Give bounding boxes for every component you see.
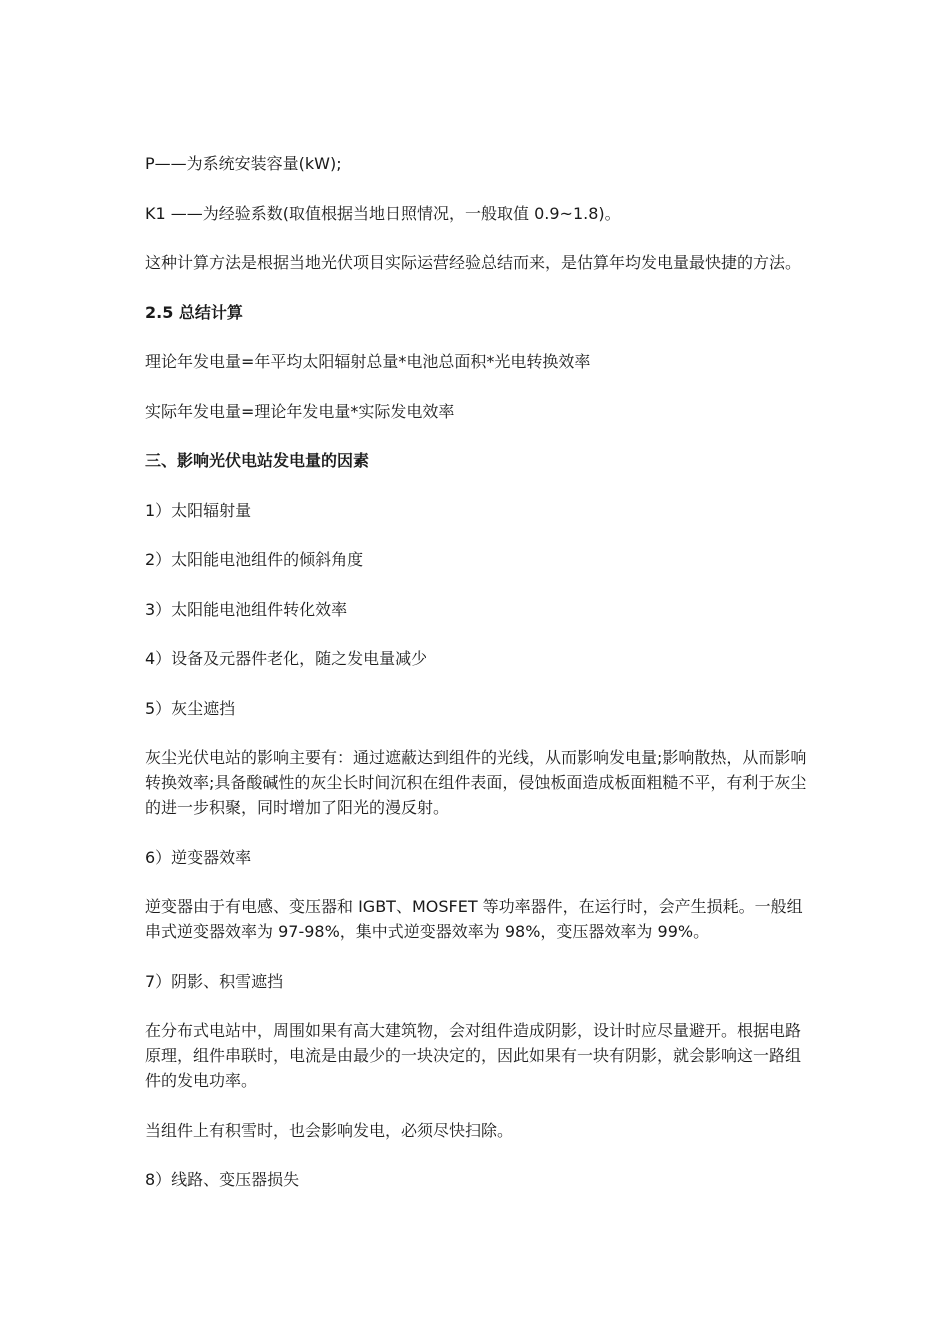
factor-6: 6）逆变器效率 [145,847,252,867]
p-definition: P——为系统安装容量(kW); [145,154,342,173]
method-note: 这种计算方法是根据当地光伏项目实际运营经验总结而来，是估算年均发电量最快捷的方法。 [145,253,802,272]
actual-formula: 实际年发电量=理论年发电量*实际发电效率 [145,401,455,421]
factor-2: 2）太阳能电池组件的倾斜角度 [145,550,364,569]
factor-7: 7）阴影、积雪遮挡 [145,971,284,991]
factor-4: 4）设备及元器件老化，随之发电量减少 [145,649,428,668]
section-heading-3: 三、影响光伏电站发电量的因素 [145,451,370,470]
dust-detail: 灰尘光伏电站的影响主要有：通过遮蔽达到组件的光线，从而影响发电量;影响散热，从而影响转换效率;具备酸碱性的灰尘长时间沉积在组件表面，侵蚀板面造成板面粗糙不平，有利于灰尘的进一步积聚，同时增加了阳光的漫反射。 [145,748,807,817]
factor-5: 5）灰尘遮挡 [145,698,236,718]
factor-1: 1）太阳辐射量 [145,500,252,520]
document-body [145,151,810,1192]
factor-8: 8）线路、变压器损失 [145,1170,300,1189]
section-heading-2-5: 2.5 总结计算 [145,302,243,322]
factor-3: 3）太阳能电池组件转化效率 [145,599,348,619]
theory-formula: 理论年发电量=年平均太阳辐射总量*电池总面积*光电转换效率 [145,352,591,371]
shadow-detail: 在分布式电站中，周围如果有高大建筑物，会对组件造成阴影，设计时应尽量避开。根据电路原理，组件串联时，电流是由最少的一块决定的，因此如果有一块有阴影，就会影响这一路组件的发电功率。 [145,1021,802,1090]
inverter-detail: 逆变器由于有电感、变压器和 IGBT、MOSFET 等功率器件，在运行时，会产生损耗。一般组串式逆变器效率为 97-98%，集中式逆变器效率为 98%，变压器效率为 99%。 [145,897,803,941]
k1-definition: K1 ——为经验系数(取值根据当地日照情况，一般取值 0.9~1.8)。 [145,203,621,223]
snow-detail: 当组件上有积雪时，也会影响发电，必须尽快扫除。 [145,1120,514,1140]
